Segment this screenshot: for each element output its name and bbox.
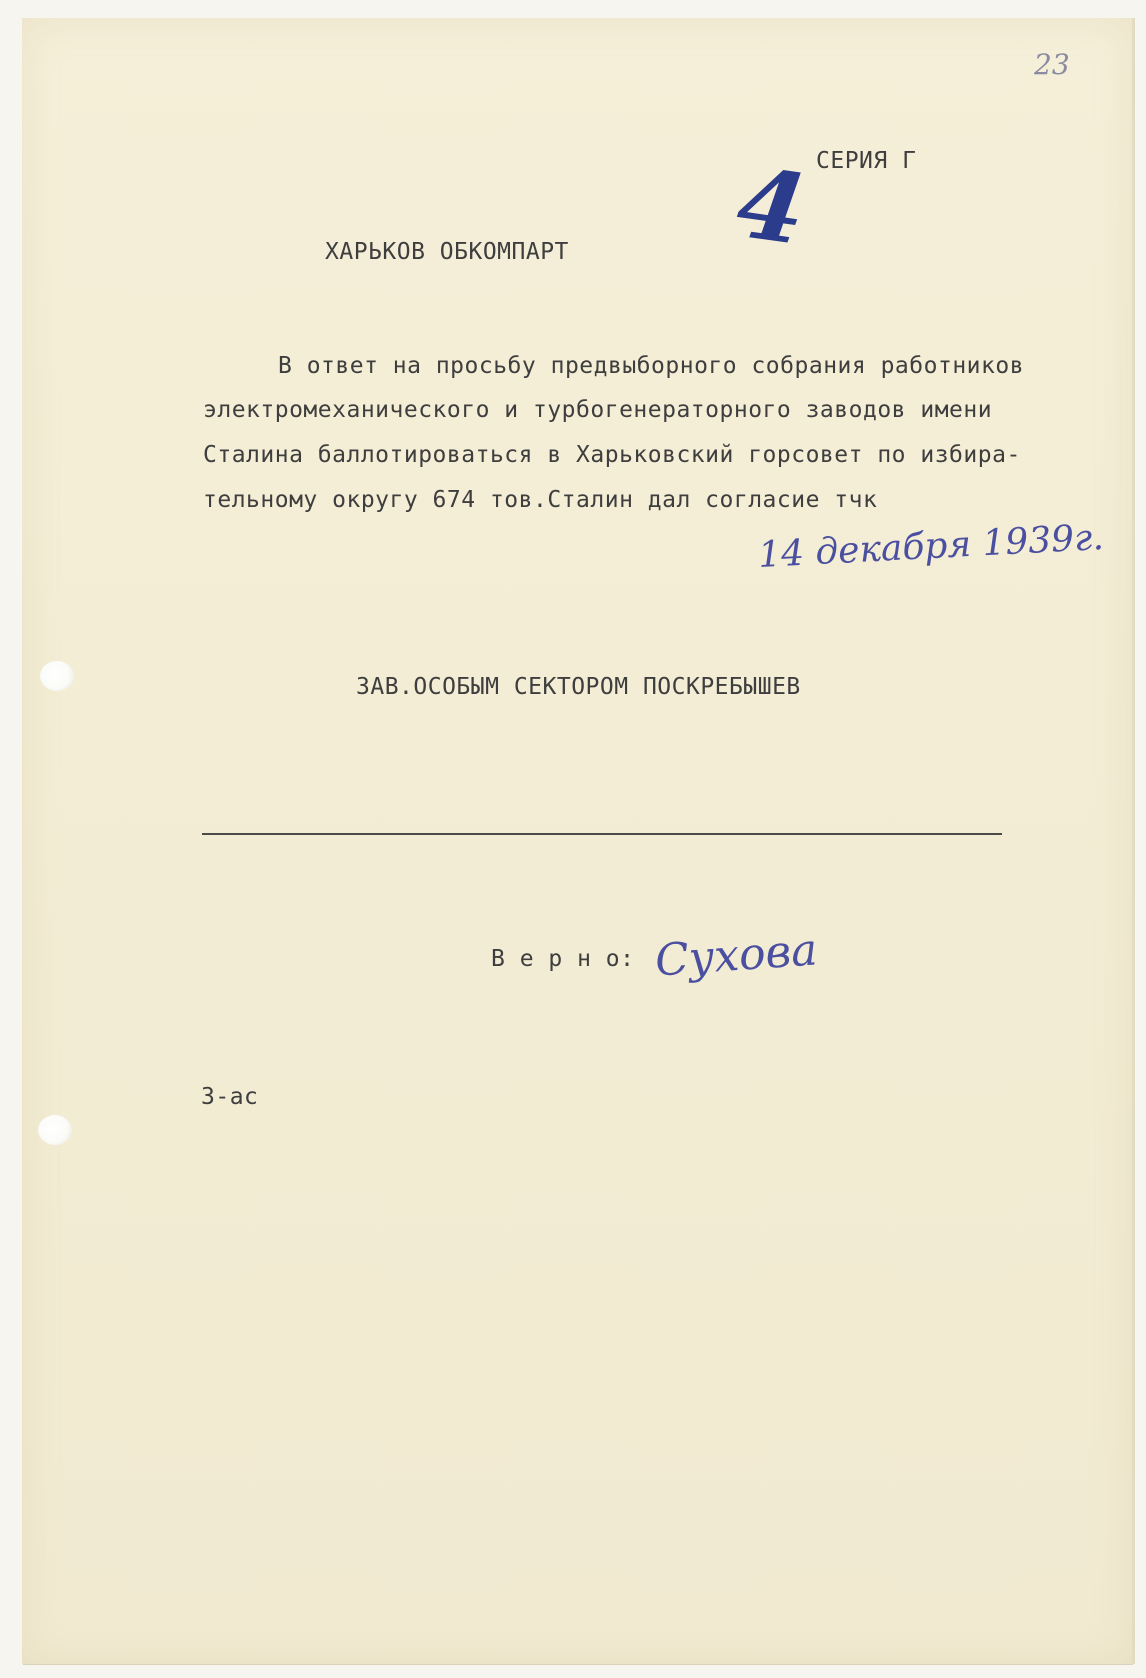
separator-rule [202, 833, 1002, 835]
addressee: ХАРЬКОВ ОБКОМПАРТ [325, 239, 569, 265]
pencil-mark: 4 [730, 145, 813, 268]
certified-label: В е р н о: [491, 946, 635, 972]
certified-signature: Сухова [653, 924, 819, 987]
punch-hole-top [40, 661, 74, 691]
body-line-2: электромеханического и турбогенераторного заводов имени [203, 397, 993, 423]
footer-code: 3-ас [201, 1084, 259, 1110]
punch-hole-bottom [38, 1115, 72, 1145]
body-line-3: Сталина баллотироваться в Харьковский горсовет по избира- [203, 442, 1021, 468]
signature-line: ЗАВ.ОСОБЫМ СЕКТОРОМ ПОСКРЕБЫШЕВ [356, 674, 801, 700]
handwritten-date: 14 декабря 1939г. [757, 516, 1105, 577]
body-line-4: тельному округу 674 тов.Сталин дал согласие тчк [203, 487, 878, 513]
document-sheet [22, 18, 1132, 1664]
page-number: 23 [1034, 48, 1070, 81]
body-line-1: В ответ на просьбу предвыборного собрания работников [278, 353, 1025, 379]
sheet-edge [1132, 18, 1135, 1664]
series-label: СЕРИЯ Г [816, 148, 917, 174]
